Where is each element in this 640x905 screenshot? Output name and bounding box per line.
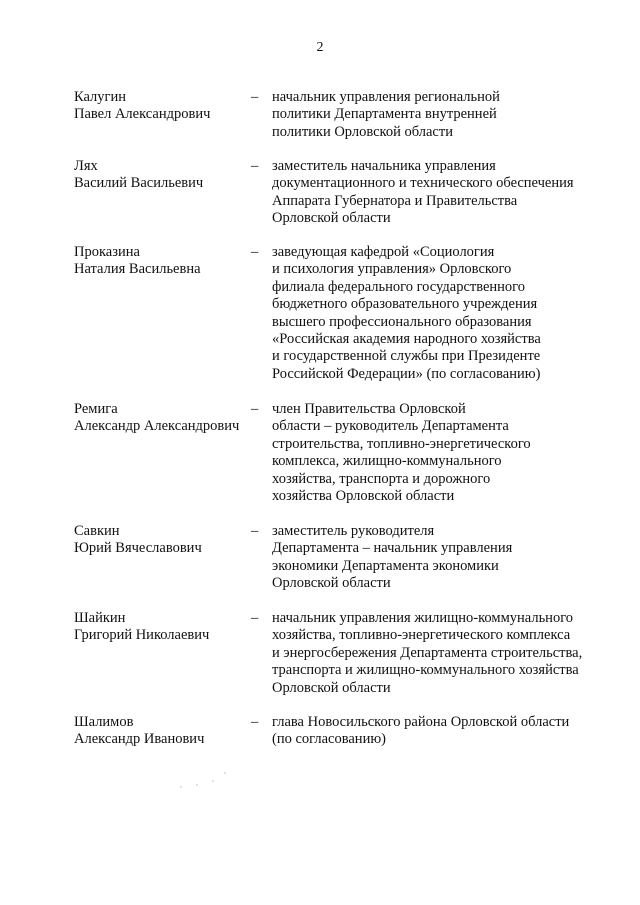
position-line: член Правительства Орловской <box>272 401 466 417</box>
dash-separator: – <box>251 244 259 260</box>
person-name <box>74 714 249 749</box>
position-line: Аппарата Губернатора и Правительства <box>272 192 518 209</box>
given-names: Александр Иванович <box>74 731 205 748</box>
position-line: Департамента – начальник управления <box>272 540 513 557</box>
person-position <box>272 244 612 383</box>
surname: Шайкин <box>74 610 126 626</box>
position-line: и государственной службы при Президенте <box>272 348 541 365</box>
position-line: «Российская академия народного хозяйства <box>272 331 541 348</box>
surname: Лях <box>74 158 98 174</box>
dash-separator: – <box>251 610 259 626</box>
person-name <box>74 523 249 558</box>
position-line: Орловской области <box>272 679 391 696</box>
position-line: начальник управления региональной <box>272 89 500 105</box>
position-line: бюджетного образовательного учреждения <box>272 296 538 313</box>
position-line: и энергосбережения Департамента строительства, <box>272 644 583 661</box>
position-line: высшего профессионального образования <box>272 313 532 330</box>
given-names: Григорий Николаевич <box>74 627 210 644</box>
given-names: Юрий Вячеславович <box>74 540 202 557</box>
surname: Шалимов <box>74 714 134 730</box>
page-number: 2 <box>316 40 324 55</box>
dash-separator: – <box>251 523 259 539</box>
person-name <box>74 401 249 436</box>
position-line: заместитель руководителя <box>272 523 435 539</box>
given-names: Василий Васильевич <box>74 175 204 192</box>
dash-separator: – <box>251 714 259 730</box>
person-name <box>74 244 249 279</box>
surname: Калугин <box>74 89 126 105</box>
scan-specks-decoration <box>175 765 235 795</box>
person-name <box>74 158 249 193</box>
position-line: хозяйства, топливно-энергетического комплекса <box>272 627 571 644</box>
person-position <box>272 401 612 505</box>
position-line: политики Департамента внутренней <box>272 106 497 123</box>
position-line: начальник управления жилищно-коммунального <box>272 610 574 626</box>
position-line: документационного и технического обеспечения <box>272 175 574 192</box>
dash-separator: – <box>251 89 259 105</box>
person-position <box>272 158 612 228</box>
given-names: Александр Александрович <box>74 418 240 435</box>
position-line: Орловской области <box>272 575 391 592</box>
position-line: Российской Федерации» (по согласованию) <box>272 365 541 382</box>
position-line: и психология управления» Орловского <box>272 261 512 278</box>
given-names: Павел Александрович <box>74 106 211 123</box>
position-line: (по согласованию) <box>272 731 386 748</box>
position-line: хозяйства, транспорта и дорожного <box>272 470 491 487</box>
position-line: хозяйства Орловской области <box>272 488 455 505</box>
position-line: заместитель начальника управления <box>272 158 496 174</box>
person-position <box>272 523 612 593</box>
position-line: Орловской области <box>272 210 391 227</box>
person-name <box>74 610 249 645</box>
person-position <box>272 714 612 749</box>
position-line: филиала федерального государственного <box>272 278 526 295</box>
surname: Савкин <box>74 523 120 539</box>
person-name <box>74 89 249 124</box>
given-names: Наталия Васильевна <box>74 261 201 278</box>
position-line: области – руководитель Департамента <box>272 418 509 435</box>
position-line: экономики Департамента экономики <box>272 557 499 574</box>
dash-separator: – <box>251 401 259 417</box>
dash-separator: – <box>251 158 259 174</box>
position-line: глава Новосильского района Орловской области <box>272 714 570 730</box>
person-position <box>272 610 612 697</box>
surname: Проказина <box>74 244 140 260</box>
surname: Ремига <box>74 401 118 417</box>
position-line: строительства, топливно-энергетического <box>272 435 531 452</box>
position-line: комплекса, жилищно-коммунального <box>272 453 502 470</box>
person-position <box>272 89 612 141</box>
position-line: транспорта и жилищно-коммунального хозяйства <box>272 662 579 679</box>
position-line: политики Орловской области <box>272 123 453 140</box>
position-line: заведующая кафедрой «Социология <box>272 244 495 260</box>
